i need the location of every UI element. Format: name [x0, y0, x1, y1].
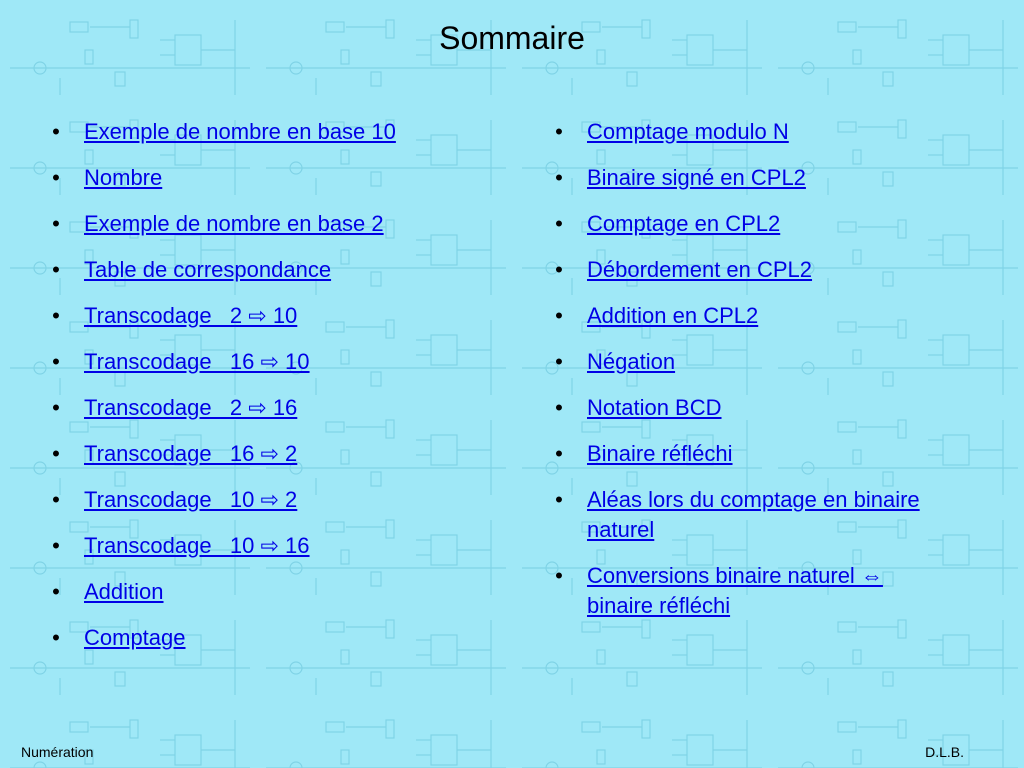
toc-link[interactable]: Conversions binaire naturel ⇔ binaire réfléchi — [587, 563, 883, 618]
bullet-icon: • — [555, 487, 563, 512]
bullet-icon: • — [52, 579, 60, 604]
toc-item — [46, 301, 466, 331]
toc-item — [549, 209, 949, 239]
toc-link[interactable]: Débordement en CPL2 — [587, 257, 813, 282]
toc-link[interactable]: Addition en CPL2 — [587, 303, 759, 328]
toc-item — [549, 485, 949, 545]
toc-item — [46, 163, 466, 193]
toc-link[interactable]: Exemple de nombre en base 2 — [84, 211, 384, 236]
bullet-icon: • — [52, 625, 60, 650]
toc-link[interactable]: Transcodage 16 ⇨ 10 — [84, 349, 310, 374]
toc-link[interactable]: Transcodage 2 ⇨ 16 — [84, 395, 298, 420]
footer-left-text: Numération — [21, 744, 94, 760]
toc-link[interactable]: Transcodage 10 ⇨ 16 — [84, 533, 310, 558]
toc-item — [46, 531, 466, 561]
toc-item — [549, 439, 949, 469]
toc-item — [549, 117, 949, 147]
bullet-icon: • — [555, 395, 563, 420]
toc-link[interactable]: Nombre — [84, 165, 163, 190]
toc-item — [549, 163, 949, 193]
footer-right-text: D.L.B. — [925, 744, 964, 760]
bullet-icon: • — [555, 303, 563, 328]
bullet-icon: • — [555, 257, 563, 282]
bullet-icon: • — [555, 211, 563, 236]
bullet-icon: • — [555, 119, 563, 144]
bullet-icon: • — [555, 563, 563, 588]
toc-item — [46, 439, 466, 469]
bullet-icon: • — [52, 211, 60, 236]
toc-link[interactable]: Binaire signé en CPL2 — [587, 165, 806, 190]
toc-link[interactable]: Aléas lors du comptage en binaire naturel — [587, 487, 920, 542]
toc-link[interactable]: Table de correspondance — [84, 257, 332, 282]
bullet-icon: • — [52, 165, 60, 190]
toc-item — [549, 347, 949, 377]
bullet-icon: • — [555, 349, 563, 374]
toc-link[interactable]: Binaire réfléchi — [587, 441, 733, 466]
bullet-icon: • — [52, 303, 60, 328]
bullet-icon: • — [52, 119, 60, 144]
toc-link[interactable]: Exemple de nombre en base 10 — [84, 119, 396, 144]
toc-link[interactable]: Comptage en CPL2 — [587, 211, 781, 236]
toc-item — [46, 485, 466, 515]
slide-title: Sommaire — [439, 20, 585, 56]
toc-item — [549, 301, 949, 331]
bullet-icon: • — [52, 257, 60, 282]
toc-item — [46, 209, 466, 239]
toc-item — [46, 347, 466, 377]
toc-item — [549, 393, 949, 423]
toc-link[interactable]: Comptage modulo N — [587, 119, 789, 144]
toc-item — [46, 623, 466, 653]
bullet-icon: • — [52, 349, 60, 374]
toc-item — [46, 255, 466, 285]
toc-link[interactable]: Transcodage 16 ⇨ 2 — [84, 441, 298, 466]
bullet-icon: • — [555, 441, 563, 466]
toc-link[interactable]: Comptage — [84, 625, 186, 650]
toc-item — [549, 255, 949, 285]
toc-link[interactable]: Transcodage 2 ⇨ 10 — [84, 303, 298, 328]
bullet-icon: • — [555, 165, 563, 190]
toc-link[interactable]: Notation BCD — [587, 395, 722, 420]
toc-link[interactable]: Transcodage 10 ⇨ 2 — [84, 487, 298, 512]
bullet-icon: • — [52, 441, 60, 466]
toc-link[interactable]: Addition — [84, 579, 164, 604]
toc-link[interactable]: Négation — [587, 349, 676, 374]
toc-item — [549, 561, 949, 621]
bullet-icon: • — [52, 533, 60, 558]
bullet-icon: • — [52, 487, 60, 512]
toc-left-column — [46, 117, 466, 669]
toc-item — [46, 393, 466, 423]
toc-right-column — [549, 117, 949, 637]
toc-item — [46, 117, 466, 147]
toc-item — [46, 577, 466, 607]
bullet-icon: • — [52, 395, 60, 420]
